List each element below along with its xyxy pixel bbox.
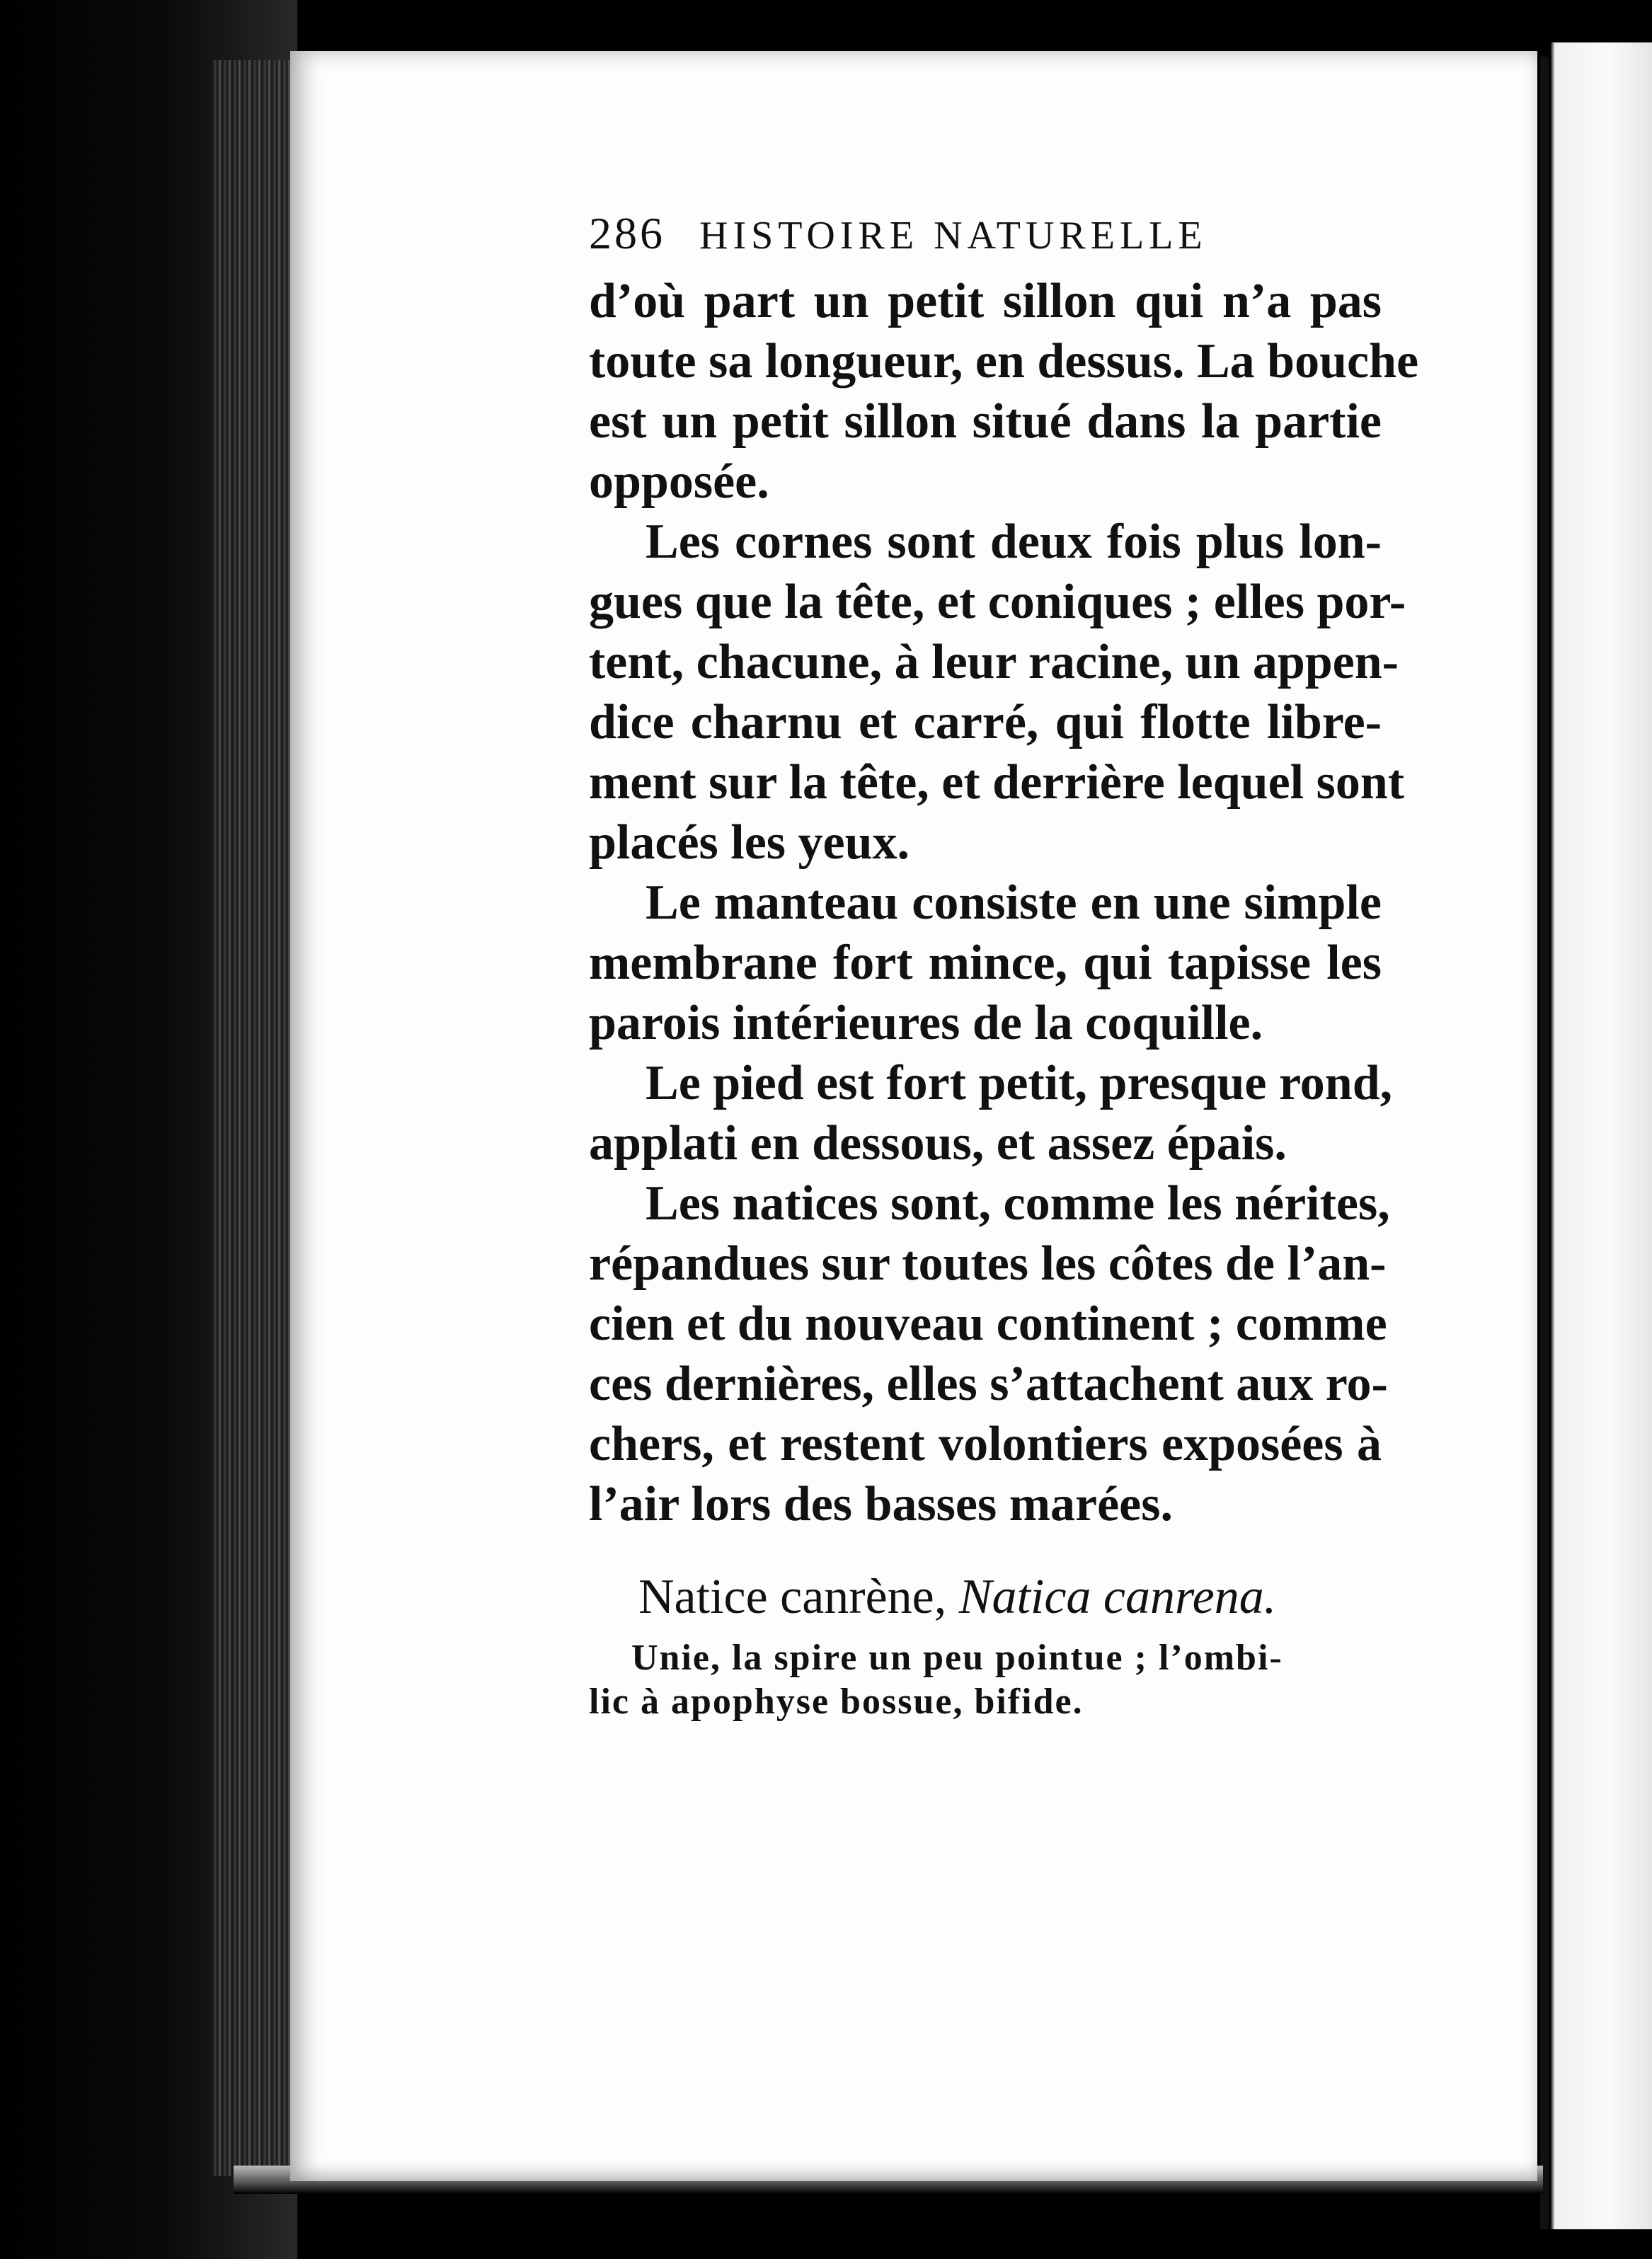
- text-line: est un petit sillon situé dans la partie: [589, 394, 1382, 449]
- species-description-line: Unie, la spire un peu pointue ; l’ombi-: [631, 1638, 1283, 1678]
- text-line: d’où part un petit sillon qui n’a pas: [589, 274, 1382, 328]
- running-header: [589, 198, 1382, 271]
- text-line: applati en dessous, et assez épais.: [589, 1116, 1287, 1171]
- text-line: Le manteau consiste en une simple: [646, 875, 1382, 930]
- text-line: membrane fort mince, qui tapisse les: [589, 936, 1382, 990]
- text-line: l’air lors des basses marées.: [589, 1477, 1173, 1531]
- text-line: parois intérieures de la coquille.: [589, 996, 1263, 1050]
- gutter-shadow: [1540, 57, 1549, 2229]
- text-line: ces dernières, elles s’attachent aux ro-: [589, 1357, 1388, 1411]
- text-line: toute sa longueur, en dessus. La bouche: [589, 334, 1419, 389]
- species-description-line: lic à apophyse bossue, bifide.: [589, 1682, 1084, 1722]
- page-text: [589, 198, 1419, 1724]
- body-paragraphs: [589, 271, 1419, 1534]
- species-common-name: Natice canrène,: [638, 1570, 947, 1624]
- text-line: cien et du nouveau continent ; comme: [589, 1297, 1387, 1351]
- facing-page-strip: [1542, 42, 1652, 2229]
- text-line: Le pied est fort petit, presque rond,: [646, 1056, 1393, 1110]
- text-line: répandues sur toutes les côtes de l’an-: [589, 1236, 1387, 1291]
- page-stack-edge: [212, 60, 297, 2176]
- running-title: HISTOIRE NATURELLE: [699, 214, 1208, 258]
- page-number: 286: [589, 208, 665, 258]
- species-heading: [589, 1558, 1382, 1636]
- text-line: opposée.: [589, 454, 769, 509]
- text-line: placés les yeux.: [589, 815, 910, 870]
- text-line: gues que la tête, et coniques ; elles por-: [589, 575, 1406, 629]
- text-line: Les cornes sont deux fois plus lon-: [646, 515, 1382, 569]
- text-line: tent, chacune, à leur racine, un appen-: [589, 635, 1399, 689]
- text-line: Les natices sont, comme les nérites,: [646, 1176, 1390, 1231]
- text-line: dice charnu et carré, qui flotte libre-: [589, 695, 1382, 749]
- text-line: chers, et restent volontiers exposées à: [589, 1417, 1382, 1471]
- text-line: ment sur la tête, et derrière lequel sont: [589, 755, 1405, 810]
- species-latin-name: Natica canrena.: [958, 1570, 1277, 1624]
